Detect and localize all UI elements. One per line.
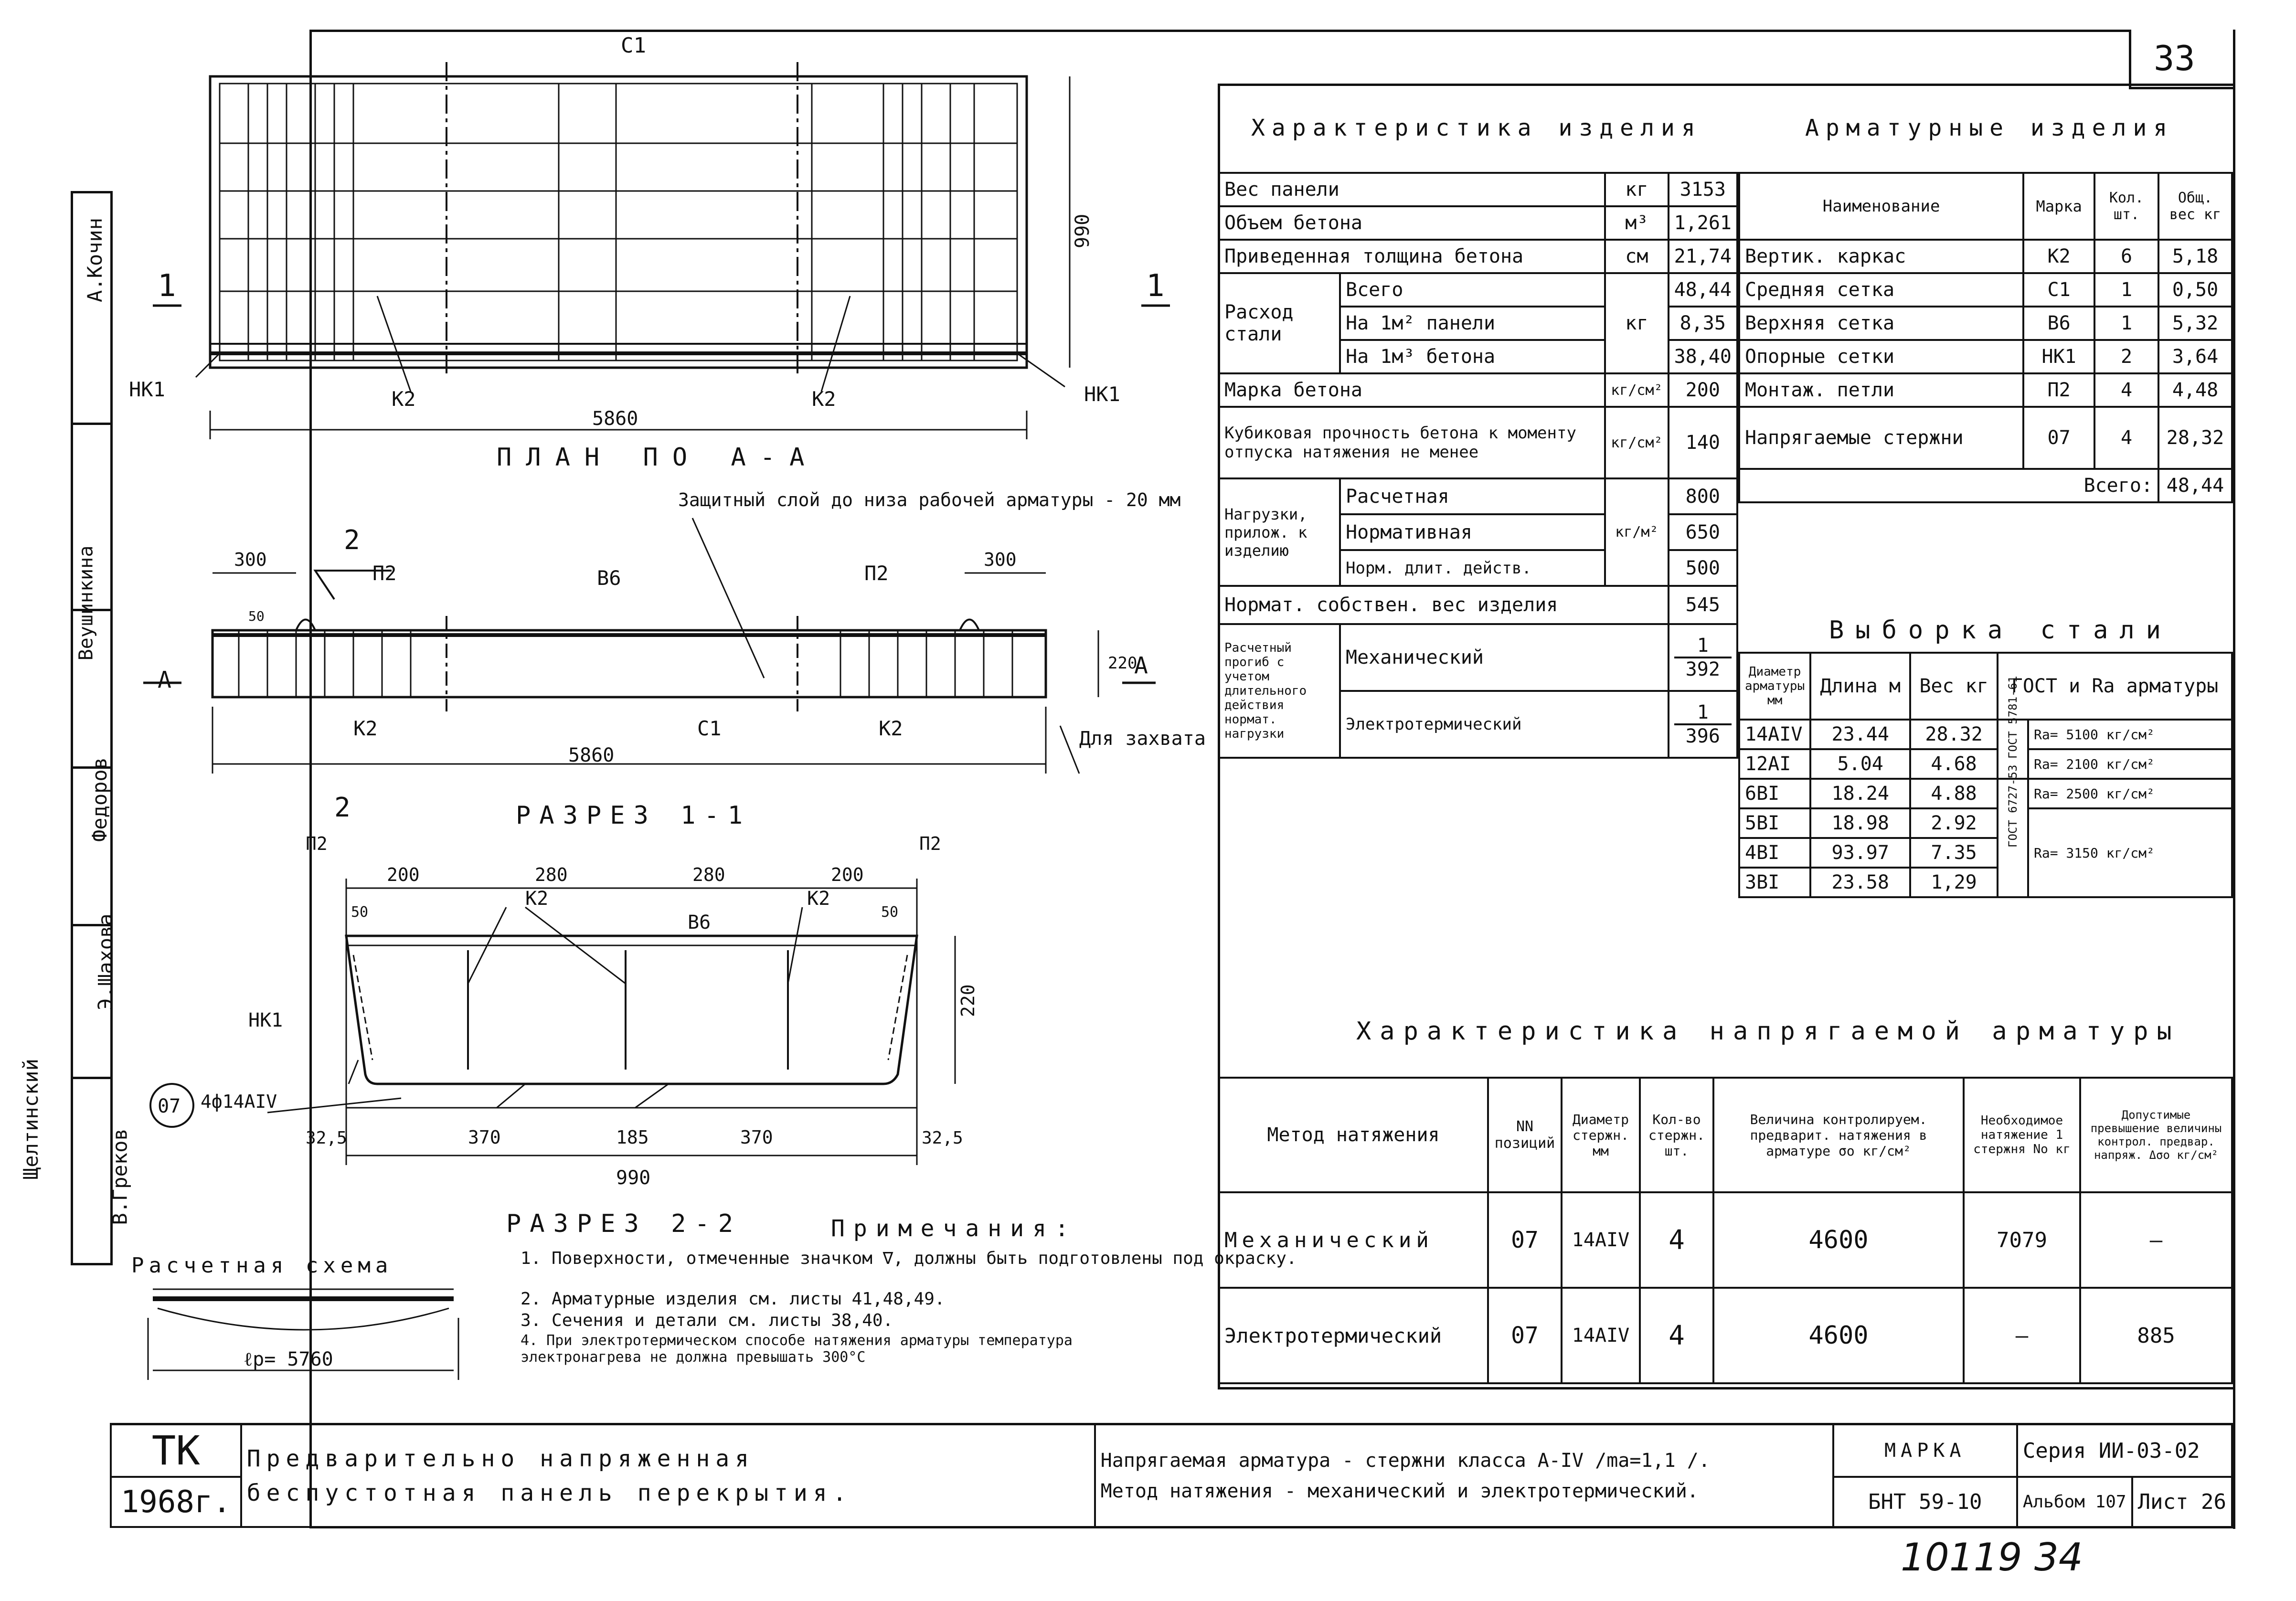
load-1-name: Нормативная (1340, 514, 1605, 550)
char-row-1-name: Объем бетона (1219, 206, 1605, 240)
concrete-grade-unit: кг/см² (1605, 373, 1668, 407)
armature-header-qty: Кол. шт. (2094, 173, 2158, 240)
section1-p2-right: П2 (864, 562, 889, 585)
plan-dim-width: 990 (1072, 213, 1094, 248)
cube-strength-unit: кг/см² (1605, 407, 1668, 478)
steel-row-1-wt: 4.68 (1910, 749, 1998, 779)
section1-dim300-right: 300 (984, 549, 1017, 570)
loads-label: Нагрузки, прилож. к изделию (1219, 478, 1340, 586)
prestress-header-dia: Диаметр стержн. мм (1562, 1078, 1640, 1192)
armature-table (1738, 172, 2233, 503)
title-mark-label: МАРКА (1833, 1424, 2017, 1477)
section2-dim-bottom-3: 370 (740, 1127, 773, 1148)
section2-nk1: НК1 (248, 1009, 283, 1031)
armature-header-name: Наименование (1739, 173, 2023, 240)
deflection-1-name: Электротермический (1340, 691, 1669, 758)
steel-row-2-dia: 6ВI (1739, 779, 1810, 808)
char-row-0-name: Вес панели (1219, 173, 1605, 206)
prestress-header-n0: Необходимое натяжение 1 стержня Nо кг (1964, 1078, 2080, 1192)
armature-header-mark: Марка (2023, 173, 2094, 240)
plan-dim-length: 5860 (592, 408, 638, 430)
section2-dim50-right: 50 (881, 904, 899, 921)
steel-row-4-len: 93.97 (1810, 838, 1910, 868)
armature-row-4-qty: 4 (2094, 373, 2158, 407)
section2-dim50-left: 50 (351, 904, 369, 921)
title-description: Напрягаемая арматура - стержни класса А-IV /mа=1,1 /. Метод натяжения - механический и электротермический. (1095, 1424, 1833, 1527)
signature-5: Веушинкина (75, 545, 97, 661)
prestress-row-1-sigma: 4600 (1713, 1288, 1964, 1383)
prestress-row-0-delta: — (2080, 1192, 2232, 1288)
char-row-1-value: 1,261 (1669, 206, 1737, 240)
armature-row-1-weight: 0,50 (2158, 273, 2232, 307)
notes-title: Примечания: (831, 1215, 1077, 1242)
prestress-row-1-n0: — (1964, 1288, 2080, 1383)
armature-row-0-weight: 5,18 (2158, 240, 2232, 273)
section1-dim300-left: 300 (234, 549, 267, 570)
load-1-value: 650 (1669, 514, 1737, 550)
steel-0-name: Всего (1340, 273, 1605, 307)
prestress-row-1-method: Электротермический (1219, 1288, 1488, 1383)
note-3: 3. Сечения и детали см. листы 38,40. (521, 1311, 893, 1330)
title-block (110, 1423, 2233, 1528)
char-row-0-unit: кг (1605, 173, 1668, 206)
armature-row-2-name: Верхняя сетка (1739, 307, 2023, 340)
plan-nk1-right: НК1 (1084, 382, 1120, 406)
section2-title: РАЗРЕЗ 2-2 (506, 1209, 742, 1238)
section1-for-grip: Для захвата (1079, 728, 1206, 750)
self-weight-name: Нормат. собствен. вес изделия (1219, 586, 1669, 624)
cube-strength-name: Кубиковая прочность бетона к моменту отпуска натяжения не менее (1219, 407, 1605, 478)
steel-header-dia: Диаметр арматуры мм (1739, 653, 1810, 720)
armature-row-2-weight: 5,32 (2158, 307, 2232, 340)
section1-dim50: 50 (248, 608, 265, 624)
self-weight-value: 545 (1669, 586, 1737, 624)
steel-row-3-len: 18.98 (1810, 808, 1910, 838)
steel-2-value: 38,40 (1669, 340, 1737, 373)
scheme-span: ℓр= 5760 (244, 1348, 333, 1370)
concrete-grade-name: Марка бетона (1219, 373, 1605, 407)
steel-1-name: На 1м² панели (1340, 307, 1605, 340)
concrete-grade-value: 200 (1669, 373, 1737, 407)
load-0-value: 800 (1669, 478, 1737, 514)
armature-row-2-qty: 1 (2094, 307, 2158, 340)
title-year: 1968г. (111, 1477, 241, 1527)
title-sheet: Лист 26 (2132, 1477, 2232, 1527)
section2-p2-right: П2 (919, 833, 941, 854)
prestress-header-pos: NN позиций (1488, 1078, 1562, 1192)
section1-dim-height: 220 (1108, 654, 1137, 673)
title-album: Альбом 107 (2017, 1477, 2132, 1527)
stamp-number: 10119 34 (1901, 1535, 2083, 1580)
prestress-row-1-delta: 885 (2080, 1288, 2232, 1383)
sheet-number: 33 (2154, 38, 2195, 78)
armature-row-3-mark: НК1 (2023, 340, 2094, 373)
section2-dim-bottom-4: 32,5 (922, 1128, 963, 1148)
section2-dim-height: 220 (957, 984, 978, 1017)
signature-3: Э.Шахова (94, 913, 117, 1010)
ra-0: Rа= 5100 кг/см² (2028, 720, 2232, 749)
armature-row-5-qty: 4 (2094, 407, 2158, 469)
armature-row-3-name: Опорные сетки (1739, 340, 2023, 373)
section2-v6: В6 (688, 912, 711, 933)
section2-dim-bottom-1: 370 (468, 1127, 501, 1148)
steel-row-1-dia: 12АI (1739, 749, 1810, 779)
plan-section-right: 1 (1146, 268, 1165, 304)
steel-row-0-dia: 14АIV (1739, 720, 1810, 749)
title-mark-value: БНТ 59-10 (1833, 1477, 2017, 1527)
load-0-name: Расчетная (1340, 478, 1605, 514)
note-2: 2. Арматурные изделия см. листы 41,48,49. (521, 1289, 945, 1309)
armature-row-4-mark: П2 (2023, 373, 2094, 407)
armature-total-label: Всего: (1739, 469, 2158, 502)
section1-v6: В6 (597, 566, 621, 590)
plan-title: ПЛАН ПО А-А (497, 443, 819, 472)
load-2-name: Норм. длит. действ. (1340, 550, 1605, 586)
section2-rebar: 4ф14АIV (201, 1091, 277, 1112)
steel-row-5-dia: 3ВI (1739, 868, 1810, 897)
section2-dim-bottom-2: 185 (616, 1127, 649, 1148)
steel-row-0-len: 23.44 (1810, 720, 1910, 749)
steel-selection-title: Выборка стали (1829, 616, 2172, 645)
title-series: Серия ИИ-03-02 (2017, 1424, 2232, 1477)
armature-row-1-mark: С1 (2023, 273, 2094, 307)
gost-1: ГОСТ 5781-61 (2006, 676, 2020, 759)
title-name: Предварительно напряженная беспустотная панель перекрытия. (241, 1424, 1095, 1527)
prestress-row-0-method: Механический (1219, 1192, 1488, 1288)
signature-1: Щелтинский (19, 1059, 43, 1179)
prestress-row-1-dia: 14АIV (1562, 1288, 1640, 1383)
ra-3: Rа= 3150 кг/см² (2028, 808, 2232, 897)
prestress-header-qty: Кол-во стержн. шт. (1640, 1078, 1713, 1192)
armature-row-0-mark: К2 (2023, 240, 2094, 273)
armature-row-0-qty: 6 (2094, 240, 2158, 273)
steel-row-3-wt: 2.92 (1910, 808, 1998, 838)
ra-2: Rа= 2500 кг/см² (2028, 779, 2232, 808)
section2-dim-bottom-0: 32,5 (306, 1128, 347, 1148)
section1-a-left: А (158, 667, 171, 693)
armature-row-1-name: Средняя сетка (1739, 273, 2023, 307)
plan-nk1-left: НК1 (129, 378, 165, 401)
signature-2: В.Греков (108, 1128, 132, 1225)
armature-row-0-name: Вертик. каркас (1739, 240, 2023, 273)
steel-header-wt: Вес кг (1910, 653, 1998, 720)
prestress-row-1-pos: 07 (1488, 1288, 1562, 1383)
section2-dim-top-1: 280 (535, 864, 568, 885)
armature-row-3-qty: 2 (2094, 340, 2158, 373)
armature-row-5-name: Напрягаемые стержни (1739, 407, 2023, 469)
section2-o7: 07 (158, 1095, 181, 1117)
loads-unit: кг/м² (1605, 478, 1668, 586)
signature-6: А.Кочин (83, 217, 107, 303)
deflection-1-frac: 1 396 (1669, 691, 1737, 758)
deflection-0-frac: 1 392 (1669, 624, 1737, 691)
section2-k2-left: К2 (525, 888, 549, 910)
steel-header-len: Длина м (1810, 653, 1910, 720)
title-org: ТК (111, 1424, 241, 1477)
characteristics-title: Характеристика изделия (1251, 115, 1702, 141)
char-row-2-value: 21,74 (1669, 240, 1737, 273)
note-4: 4. При электротермическом способе натяжения арматуры температура электронагрева не должна превышать 300°С (521, 1332, 1073, 1366)
prestress-row-0-n0: 7079 (1964, 1192, 2080, 1288)
plan-k2-left: К2 (392, 387, 416, 411)
section1-k2-left: К2 (353, 717, 378, 740)
armature-row-5-weight: 28,32 (2158, 407, 2232, 469)
armature-row-4-weight: 4,48 (2158, 373, 2232, 407)
section1-c1: С1 (697, 717, 722, 740)
prestress-row-0-pos: 07 (1488, 1192, 1562, 1288)
armature-row-4-name: Монтаж. петли (1739, 373, 2023, 407)
section1-dim-length: 5860 (568, 744, 615, 766)
steel-row-5-len: 23.58 (1810, 868, 1910, 897)
armature-row-5-mark: 07 (2023, 407, 2094, 469)
steel-row-5-wt: 1,29 (1910, 868, 1998, 897)
char-row-0-value: 3153 (1669, 173, 1737, 206)
ra-1: Rа= 2100 кг/см² (2028, 749, 2232, 779)
section2-dim-top-3: 200 (831, 864, 864, 885)
section2-dim-top-2: 280 (692, 864, 725, 885)
prestress-title: Характеристика напрягаемой арматуры (1356, 1017, 2180, 1046)
steel-2-name: На 1м³ бетона (1340, 340, 1605, 373)
armature-row-1-qty: 1 (2094, 273, 2158, 307)
plan-view (153, 62, 1170, 439)
section1-a-right: А (1134, 652, 1148, 679)
prestress-row-0-dia: 14АIV (1562, 1192, 1640, 1288)
section1-note: Защитный слой до низа рабочей арматуры - 20 мм (678, 489, 1181, 510)
section2-dim-total: 990 (616, 1167, 651, 1189)
steel-header-gost: ГОСТ и Rа арматуры (1998, 653, 2232, 720)
steel-label: Расход стали (1219, 273, 1340, 373)
steel-0-value: 48,44 (1669, 273, 1737, 307)
prestress-header-sigma: Величина контролируем. предварит. натяжения в арматуре σо кг/см² (1713, 1078, 1964, 1192)
char-row-1-unit: м³ (1605, 206, 1668, 240)
prestress-row-1-qty: 4 (1640, 1288, 1713, 1383)
plan-c1-label: С1 (621, 33, 646, 58)
note-1: 1. Поверхности, отмеченные значком ∇, должны быть подготовлены под окраску. (521, 1249, 1297, 1268)
section2-dim-top-0: 200 (387, 864, 420, 885)
steel-row-3-dia: 5ВI (1739, 808, 1810, 838)
plan-k2-right: К2 (812, 387, 836, 411)
prestress-row-0-qty: 4 (1640, 1192, 1713, 1288)
signature-4: Федоров (88, 757, 112, 842)
steel-row-4-wt: 7.35 (1910, 838, 1998, 868)
steel-row-4-dia: 4ВI (1739, 838, 1810, 868)
steel-row-1-len: 5.04 (1810, 749, 1910, 779)
armature-row-3-weight: 3,64 (2158, 340, 2232, 373)
cube-strength-value: 140 (1669, 407, 1737, 478)
scheme-title: Расчетная схема (131, 1253, 393, 1278)
section1-mark2: 2 (344, 525, 360, 556)
steel-unit: кг (1605, 273, 1668, 373)
armature-total-value: 48,44 (2158, 469, 2232, 502)
plan-section-left: 1 (158, 268, 176, 304)
characteristics-table (1218, 172, 1738, 759)
armature-row-2-mark: В6 (2023, 307, 2094, 340)
armature-header-weight: Общ. вес кг (2158, 173, 2232, 240)
char-row-2-unit: см (1605, 240, 1668, 273)
armature-title: Арматурные изделия (1805, 115, 2174, 141)
steel-row-2-len: 18.24 (1810, 779, 1910, 808)
section1-p2-left: П2 (372, 562, 397, 585)
section2-k2-right: К2 (807, 888, 830, 910)
prestress-header-delta: Допустимые превышение величины контрол. предвар. напряж. Δσо кг/см² (2080, 1078, 2232, 1192)
section1-title: РАЗРЕЗ 1-1 (516, 801, 752, 830)
prestress-table (1218, 1077, 2233, 1384)
gost-2: ГОСТ 6727-53 (2006, 764, 2020, 848)
steel-1-value: 8,35 (1669, 307, 1737, 340)
section1-k2-right: К2 (879, 717, 903, 740)
steel-row-2-wt: 4.88 (1910, 779, 1998, 808)
steel-selection-table (1738, 652, 2233, 898)
steel-row-0-wt: 28.32 (1910, 720, 1998, 749)
deflection-label: Расчетный прогиб с учетом длительного действия нормат. нагрузки (1219, 624, 1340, 758)
section2-mark2: 2 (334, 792, 351, 823)
load-2-value: 500 (1669, 550, 1737, 586)
prestress-header-method: Метод натяжения (1219, 1078, 1488, 1192)
deflection-0-name: Механический (1340, 624, 1669, 691)
section2-p2-left: П2 (306, 833, 328, 854)
prestress-row-0-sigma: 4600 (1713, 1192, 1964, 1288)
char-row-2-name: Приведенная толщина бетона (1219, 240, 1605, 273)
